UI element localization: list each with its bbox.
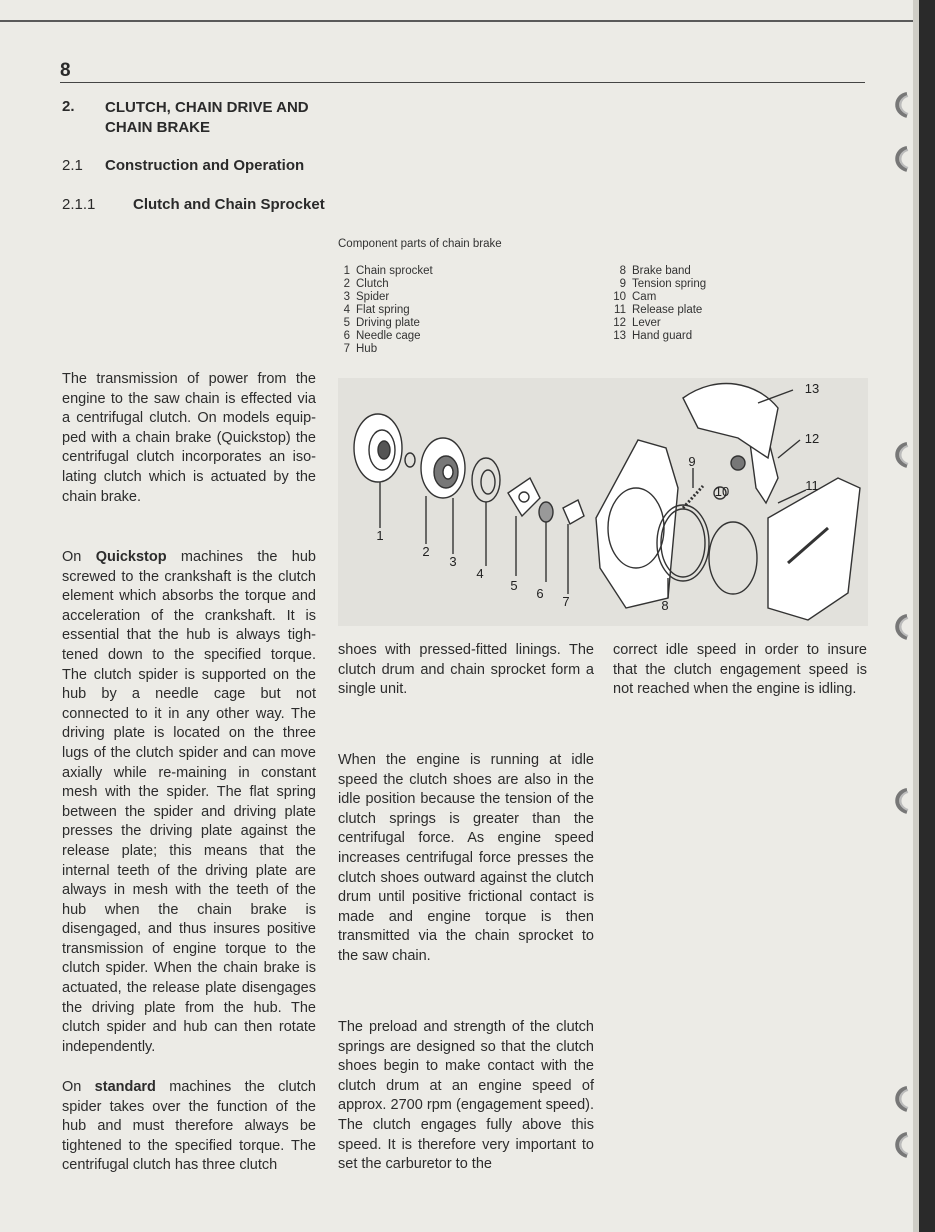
page-edge [919, 0, 935, 1232]
callout-label: 8 [661, 598, 669, 613]
legend-item: 9 Tension spring [619, 278, 707, 290]
legend-item: 13 Hand guard [613, 330, 693, 342]
callout-label: 5 [510, 578, 518, 593]
figure-caption: Component parts of chain brake [338, 238, 502, 250]
binder-ring-icon [891, 788, 913, 814]
legend-item: 2 Clutch [343, 278, 389, 290]
callout-label: 3 [449, 554, 457, 569]
keyword-standard: standard [94, 1079, 156, 1095]
callout-label: 12 [804, 431, 820, 446]
paragraph-idle-speed: When the engine is running at idle speed the clutch shoes are also in the idle position because the tension of the clutch springs is greater than the centrifugal force. As engine speed increases centrifugal force presses the clutch shoes outward against the clutch drum until positive frictional contact is made and engine torque is then transmitted via the chain sprocket to the saw chain. [338, 752, 594, 964]
legend-item: 4 Flat spring [343, 304, 410, 316]
binder-ring-icon [891, 442, 913, 468]
paragraph-standard: On standard machines the clutch spider takes over the function of the hub and must therefore always be tightened to the specified torque. The centrifugal clutch has three clutch [62, 1079, 316, 1174]
paragraph-clutch-shoes: shoes with pressed-fitted linings. The clutch drum and chain sprocket form a single unit. [338, 642, 594, 698]
keyword-quickstop: Quickstop [95, 549, 167, 565]
subsection-title: Construction and Operation [105, 157, 305, 174]
binder-ring-icon [891, 92, 913, 118]
legend-item: 12 Lever [613, 317, 661, 329]
paragraph-quickstop: On Quickstop machines the hub screwed to the crankshaft is the clutch element which absorbs the torque and acceleration of the crankshaft. It is essential that the hub is always tigh-tened down to the specified torque. The clutch spider is supported on the hub by a needle cage but not connected to it in any other way. The driving plate is located on the three lugs of the clutch spider and can move axially while re-maining in constant mesh with the spider. The flat spring between the spider and driving plate presses the driving plate against the release plate; this means that the internal teeth of the driving plate are always in mesh with the teeth of the hub when the chain brake is disengaged, and thus insures positive transmission of engine torque to the clutch spider. When the chain brake is actuated, the release plate disengages the driving plate from the hub. The clutch spider and hub can then rotate independently. [62, 549, 316, 1055]
callout-label: 9 [688, 454, 696, 469]
callout-label: 6 [536, 586, 544, 601]
legend-item: 3 Spider [343, 291, 390, 303]
binder-ring-icon [891, 1086, 913, 1112]
binder-ring-icon [891, 614, 913, 640]
paragraph-intro: The transmission of power from the engine to the saw chain is effected via a centrifugal clutch. On models equip-ped with a chain brake (Quickstop) the centrifugal clutch incorporates an iso-lating clutch which is actuated by the chain brake. [62, 371, 316, 505]
section-number: 2. [62, 98, 75, 115]
callout-label: 11 [805, 478, 819, 493]
section-title-line1: CLUTCH, CHAIN DRIVE AND [105, 99, 309, 116]
paragraph-preload: The preload and strength of the clutch springs are designed so that the clutch shoes begin to make contact with the clutch drum at an engine speed of approx. 2700 rpm (engagement speed). The clutch engages fully above this speed. It is therefore very important to set the carburetor to the [338, 1019, 594, 1173]
section-title-line2: CHAIN BRAKE [105, 119, 210, 136]
callout-label: 2 [422, 544, 430, 559]
legend-item: 7 Hub [343, 343, 378, 355]
legend-item: 6 Needle cage [343, 330, 421, 342]
legend-item: 11 Release plate [614, 304, 703, 316]
callout-label: 7 [562, 594, 570, 609]
callout-label: 1 [376, 528, 384, 543]
page-number: 8 [60, 60, 71, 81]
chain-brake-exploded-diagram [338, 368, 868, 626]
subsubsection-title: Clutch and Chain Sprocket [133, 196, 325, 213]
callout-label: 4 [476, 566, 484, 581]
subsection-number: 2.1 [62, 157, 83, 174]
top-rule [0, 20, 915, 22]
section-title [105, 98, 309, 138]
legend-item: 10 Cam [613, 291, 657, 303]
legend-item: 1 Chain sprocket [343, 265, 433, 277]
legend-right [612, 265, 706, 343]
legend-item: 5 Driving plate [343, 317, 420, 329]
binder-ring-icon [891, 146, 913, 172]
callout-label: 10 [714, 484, 730, 499]
header-rule [60, 82, 865, 83]
callout-label: 13 [804, 381, 820, 396]
paragraph-correct-idle: correct idle speed in order to insure that the clutch engagement speed is not reached when the engine is idling. [613, 642, 867, 698]
legend-item: 8 Brake band [619, 265, 691, 277]
binder-ring-icon [891, 1132, 913, 1158]
legend-left [336, 265, 433, 356]
subsubsection-number: 2.1.1 [62, 196, 96, 213]
